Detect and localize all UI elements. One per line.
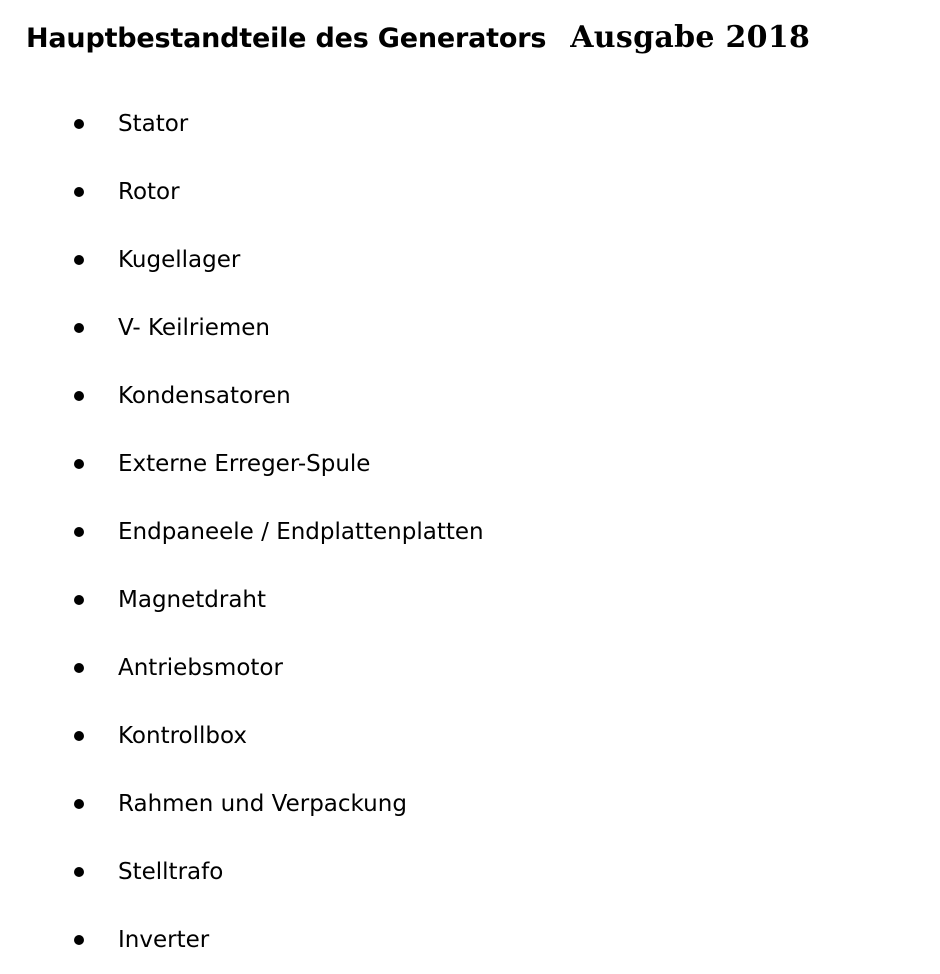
list-item-label: Stelltrafo	[118, 859, 224, 885]
bullet-icon	[74, 323, 84, 333]
list-item-label: Rotor	[118, 179, 180, 205]
list-item	[0, 906, 484, 974]
bullet-icon	[74, 595, 84, 605]
document-title: Hauptbestandteile des Generators	[26, 23, 547, 54]
list-item-label: Antriebsmotor	[118, 655, 283, 681]
list-item	[0, 838, 484, 906]
list-item	[0, 294, 484, 362]
bullet-icon	[74, 799, 84, 809]
bullet-icon	[74, 527, 84, 537]
components-list	[0, 90, 484, 974]
list-item	[0, 158, 484, 226]
bullet-icon	[74, 731, 84, 741]
bullet-icon	[74, 459, 84, 469]
list-item	[0, 634, 484, 702]
document-heading	[26, 20, 810, 60]
list-item-label: Kontrollbox	[118, 723, 247, 749]
list-item-label: Endpaneele / Endplattenplatten	[118, 519, 484, 545]
list-item	[0, 362, 484, 430]
bullet-icon	[74, 391, 84, 401]
list-item-label: Rahmen und Verpackung	[118, 791, 407, 817]
list-item-label: Inverter	[118, 927, 210, 953]
list-item	[0, 702, 484, 770]
bullet-icon	[74, 663, 84, 673]
edition-label: Ausgabe 2018	[570, 20, 811, 55]
bullet-icon	[74, 119, 84, 129]
bullet-icon	[74, 935, 84, 945]
bullet-icon	[74, 187, 84, 197]
list-item-label: Externe Erreger-Spule	[118, 451, 371, 477]
list-item-label: V- Keilriemen	[118, 315, 270, 341]
list-item	[0, 430, 484, 498]
list-item	[0, 770, 484, 838]
list-item-label: Kondensatoren	[118, 383, 291, 409]
list-item	[0, 566, 484, 634]
bullet-icon	[74, 255, 84, 265]
bullet-icon	[74, 867, 84, 877]
list-item	[0, 90, 484, 158]
list-item-label: Stator	[118, 111, 189, 137]
list-item	[0, 226, 484, 294]
list-item-label: Kugellager	[118, 247, 241, 273]
list-item-label: Magnetdraht	[118, 587, 267, 613]
list-item	[0, 498, 484, 566]
